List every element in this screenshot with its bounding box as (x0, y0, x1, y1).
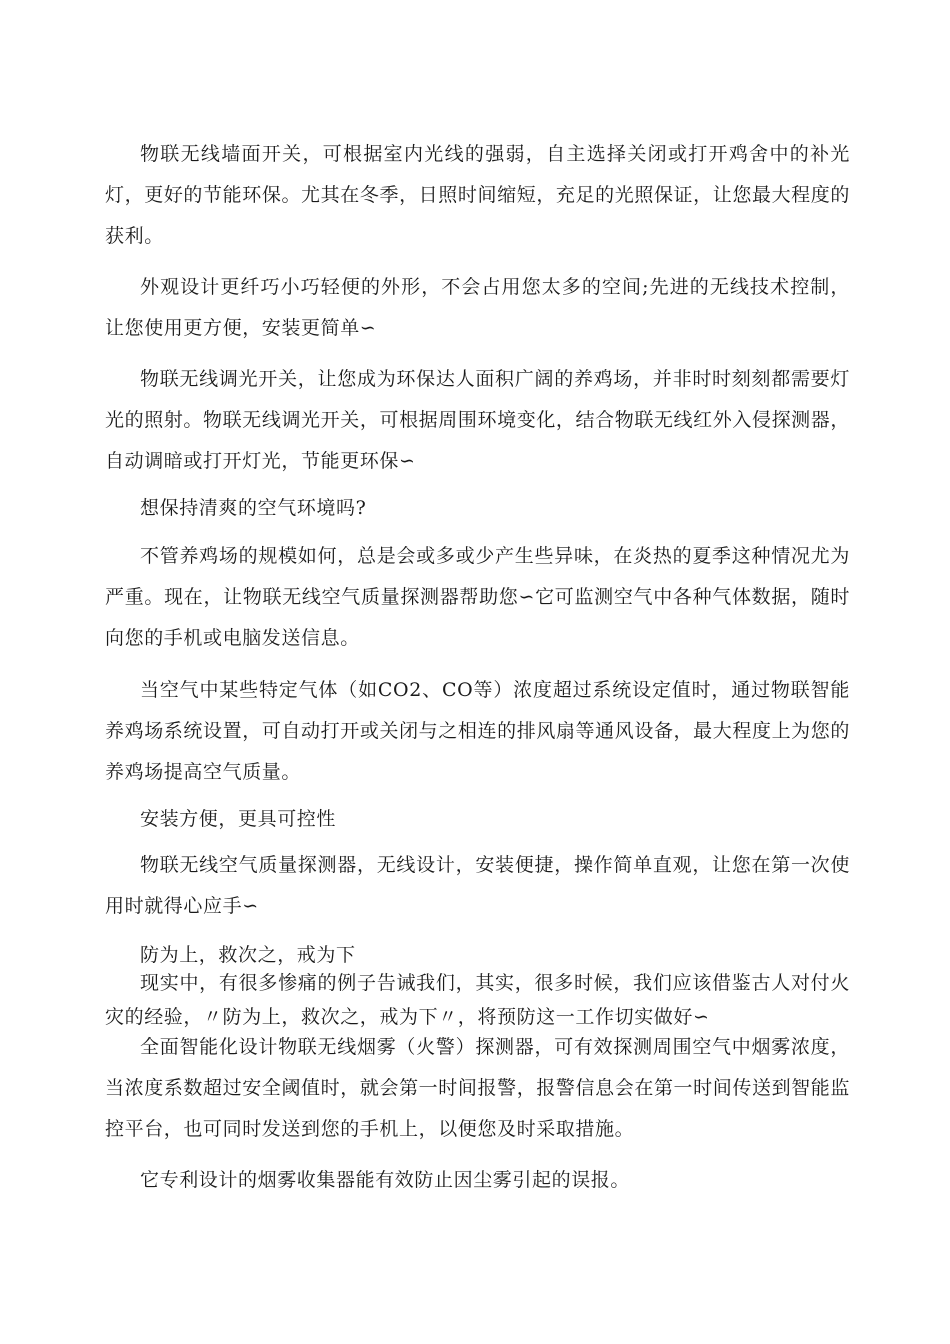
paragraph-gas-control: 当空气中某些特定气体（如CO2、CO等）浓度超过系统设定值时，通过物联智能养鸡场系统设置，可自动打开或关闭与之相连的排风扇等通风设备，最大程度上为您的养鸡场提高空气质量。 (105, 679, 850, 783)
paragraph-fire-prevention: 现实中，有很多惨痛的例子告诫我们，其实，很多时候，我们应该借鉴古人对付火灾的经验，〃防为上，救次之，戒为下〃，将预防这一工作切实做好∽ (105, 972, 850, 1028)
paragraph-air-detector: 物联无线空气质量探测器，无线设计，安装便捷，操作简单直观，让您在第一次使用时就得心应手∽ (105, 854, 850, 917)
paragraph-dimmer-switch: 物联无线调光开关，让您成为环保达人面积广阔的养鸡场，并非时时刻刻都需要灯光的照射。物联无线调光开关，可根据周围环境变化，结合物联无线红外入侵探测器，自动调暗或打开灯光，节能更环保∽ (105, 368, 850, 472)
paragraph-install-heading: 安装方便，更具可控性 (140, 808, 337, 830)
paragraph-smoke-detector: 全面智能化设计物联无线烟雾（火警）探测器，可有效探测周围空气中烟雾浓度，当浓度系数超过安全阈值时，就会第一时间报警，报警信息会在第一时间传送到智能监控平台，也可同时发送到您的手机上，以便您及时采取措施。 (105, 1036, 850, 1140)
paragraph-wall-switch: 物联无线墙面开关，可根据室内光线的强弱，自主选择关闭或打开鸡舍中的补光灯，更好的节能环保。尤其在冬季，日照时间缩短，充足的光照保证，让您最大程度的获利。 (105, 143, 850, 247)
paragraph-prevention-heading: 防为上，救次之，戒为下 (140, 944, 356, 966)
paragraph-air-quality: 不管养鸡场的规模如何，总是会或多或少产生些异味，在炎热的夏季这种情况尤为严重。现在，让物联无线空气质量探测器帮助您∽它可监测空气中各种气体数据，随时向您的手机或电脑发送信息。 (105, 545, 850, 649)
paragraph-air-heading: 想保持清爽的空气环境吗? (140, 497, 367, 519)
paragraph-design: 外观设计更纤巧小巧轻便的外形，不会占用您太多的空间;先进的无线技术控制，让您使用更方便，安装更简单∽ (105, 276, 850, 339)
paragraph-smoke-collector: 它专利设计的烟雾收集器能有效防止因尘雾引起的误报。 (140, 1169, 631, 1191)
